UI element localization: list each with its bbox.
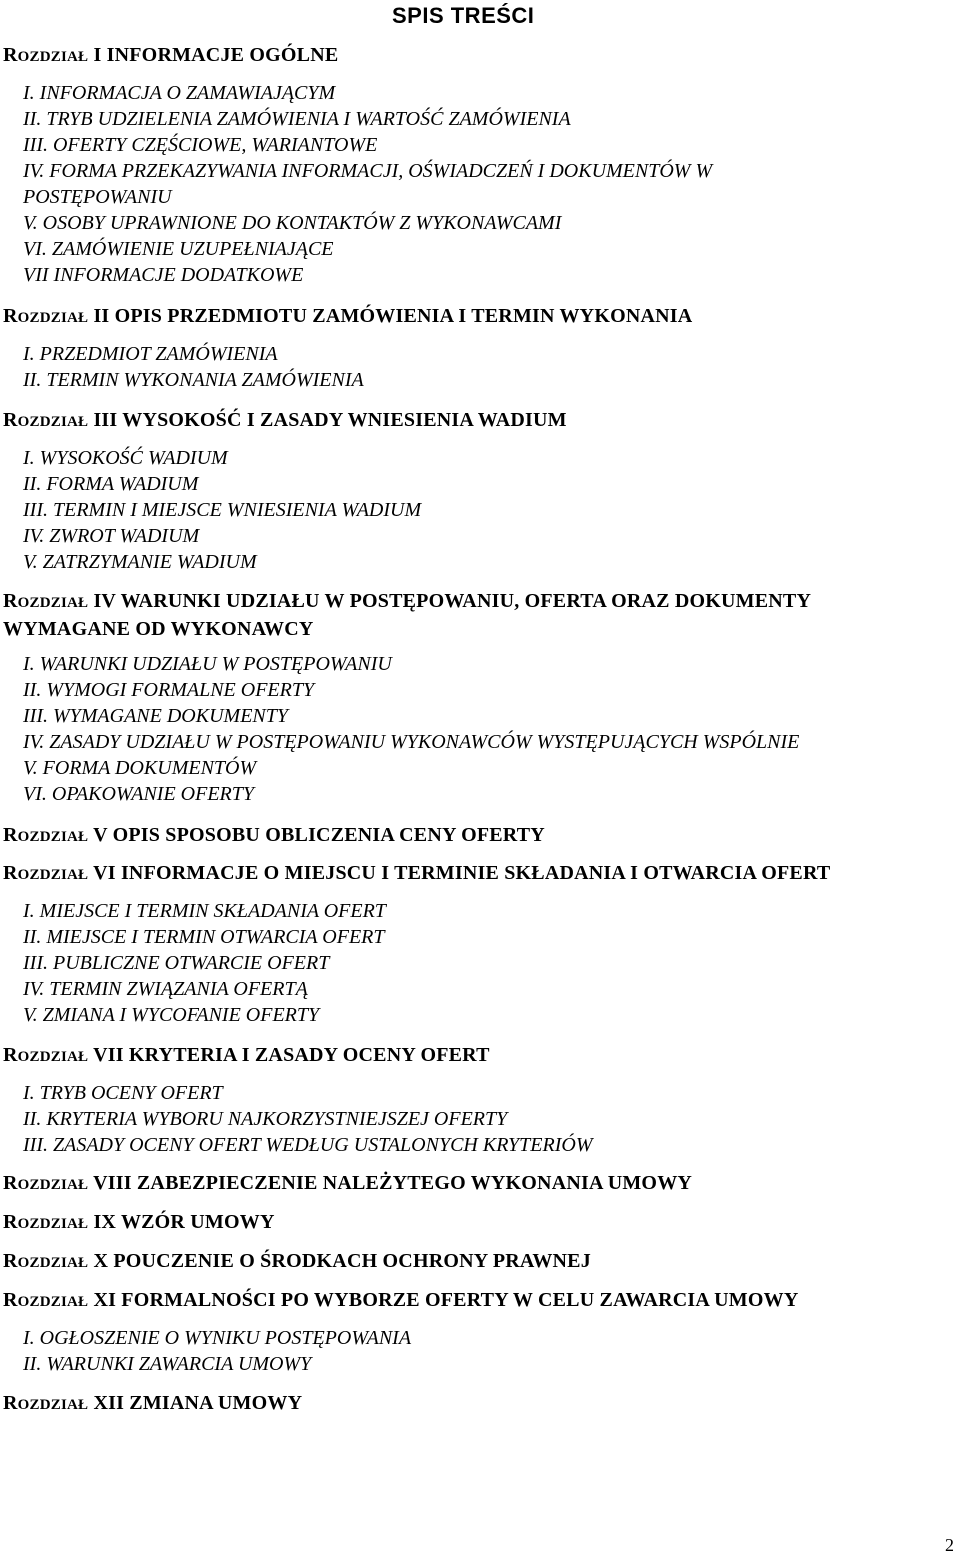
- chapter-word-initial: R: [3, 1392, 18, 1414]
- chapter-title: FORMALNOŚCI PO WYBORZE OFERTY W CELU ZAWARCIA UMOWY: [121, 1289, 799, 1311]
- chapter-number: VI: [93, 862, 116, 884]
- chapter-word-initial: R: [3, 862, 18, 884]
- chapter-word-initial: R: [3, 1044, 18, 1066]
- chapter-title: INFORMACJE O MIEJSCU I TERMINIE SKŁADANIA I OTWARCIA OFERT: [120, 862, 831, 884]
- chapter-heading: [3, 1248, 591, 1276]
- chapter-word-initial: R: [3, 409, 18, 431]
- toc-item: POSTĘPOWANIU: [23, 186, 172, 208]
- toc-item: I. TRYB OCENY OFERT: [23, 1082, 223, 1104]
- chapter-number: VIII: [93, 1172, 132, 1194]
- toc-item: III. ZASADY OCENY OFERT WEDŁUG USTALONYCH KRYTERIÓW: [23, 1134, 593, 1156]
- chapter-heading: [3, 588, 811, 642]
- chapter-word-rest: OZDZIAŁ: [17, 414, 89, 430]
- toc-item: IV. ZASADY UDZIAŁU W POSTĘPOWANIU WYKONAWCÓW WYSTĘPUJĄCYCH WSPÓLNIE: [23, 731, 800, 753]
- chapter-word-rest: OZDZIAŁ: [17, 1255, 89, 1271]
- chapter-heading: [3, 407, 567, 435]
- chapter-heading: [3, 1390, 302, 1418]
- chapter-heading: [3, 1042, 490, 1070]
- chapter-word-rest: OZDZIAŁ: [17, 595, 89, 611]
- chapter-number: IX: [93, 1211, 117, 1233]
- toc-item: VII INFORMACJE DODATKOWE: [23, 264, 304, 286]
- chapter-title: OPIS SPOSOBU OBLICZENIA CENY OFERTY: [112, 824, 545, 846]
- chapter-heading: [3, 1287, 798, 1315]
- chapter-word-initial: R: [3, 1172, 18, 1194]
- toc-item: II. KRYTERIA WYBORU NAJKORZYSTNIEJSZEJ OFERTY: [23, 1108, 508, 1130]
- chapter-number: II: [93, 305, 110, 327]
- chapter-word-rest: OZDZIAŁ: [17, 1216, 89, 1232]
- chapter-number: V: [93, 824, 108, 846]
- chapter-word-initial: R: [3, 1289, 18, 1311]
- chapter-heading: [3, 1170, 692, 1198]
- toc-item: II. WARUNKI ZAWARCIA UMOWY: [23, 1353, 312, 1375]
- chapter-word-rest: OZDZIAŁ: [17, 310, 89, 326]
- toc-item: V. OSOBY UPRAWNIONE DO KONTAKTÓW Z WYKONAWCAMI: [23, 212, 562, 234]
- chapter-heading: [3, 1209, 275, 1237]
- chapter-word-initial: R: [3, 590, 18, 612]
- chapter-heading: [3, 860, 830, 888]
- chapter-word-rest: OZDZIAŁ: [17, 829, 89, 845]
- chapter-title: KRYTERIA I ZASADY OCENY OFERT: [128, 1044, 490, 1066]
- chapter-title: OPIS PRZEDMIOTU ZAMÓWIENIA I TERMIN WYKONANIA: [114, 305, 693, 327]
- toc-item: V. ZATRZYMANIE WADIUM: [23, 551, 257, 573]
- toc-item: IV. ZWROT WADIUM: [23, 525, 200, 547]
- toc-item: VI. ZAMÓWIENIE UZUPEŁNIAJĄCE: [23, 238, 334, 260]
- chapter-word-rest: OZDZIAŁ: [17, 49, 89, 65]
- toc-item: V. ZMIANA I WYCOFANIE OFERTY: [23, 1004, 320, 1026]
- chapter-word-rest: OZDZIAŁ: [17, 1177, 89, 1193]
- chapter-number: VII: [93, 1044, 124, 1066]
- toc-item: III. OFERTY CZĘŚCIOWE, WARIANTOWE: [23, 134, 378, 156]
- chapter-title-continued: WYMAGANE OD WYKONAWCY: [3, 618, 314, 640]
- chapter-word-initial: R: [3, 1211, 18, 1233]
- chapter-number: XII: [93, 1392, 125, 1414]
- toc-item: II. TERMIN WYKONANIA ZAMÓWIENIA: [23, 369, 364, 391]
- chapter-word-rest: OZDZIAŁ: [17, 1294, 89, 1310]
- toc-item: I. WARUNKI UDZIAŁU W POSTĘPOWANIU: [23, 653, 392, 675]
- chapter-word-rest: OZDZIAŁ: [17, 1049, 89, 1065]
- toc-item: II. FORMA WADIUM: [23, 473, 199, 495]
- toc-item: VI. OPAKOWANIE OFERTY: [23, 783, 254, 805]
- toc-item: II. WYMOGI FORMALNE OFERTY: [23, 679, 315, 701]
- toc-item: III. WYMAGANE DOKUMENTY: [23, 705, 288, 727]
- toc-item: I. INFORMACJA O ZAMAWIAJĄCYM: [23, 82, 336, 104]
- chapter-word-initial: R: [3, 305, 18, 327]
- chapter-title: ZMIANA UMOWY: [129, 1392, 303, 1414]
- chapter-number: I: [93, 44, 102, 66]
- chapter-word-initial: R: [3, 44, 18, 66]
- page-title: SPIS TREŚCI: [392, 3, 535, 28]
- chapter-word-rest: OZDZIAŁ: [17, 867, 89, 883]
- toc-item: I. OGŁOSZENIE O WYNIKU POSTĘPOWANIA: [23, 1327, 412, 1349]
- toc-item: I. MIEJSCE I TERMIN SKŁADANIA OFERT: [23, 900, 386, 922]
- toc-item: II. TRYB UDZIELENIA ZAMÓWIENIA I WARTOŚĆ ZAMÓWIENIA: [23, 108, 571, 130]
- toc-item: IV. FORMA PRZEKAZYWANIA INFORMACJI, OŚWIADCZEŃ I DOKUMENTÓW W: [23, 160, 713, 182]
- chapter-heading: [3, 822, 545, 850]
- chapter-word-initial: R: [3, 1250, 18, 1272]
- toc-item: IV. TERMIN ZWIĄZANIA OFERTĄ: [23, 978, 308, 1000]
- chapter-number: XI: [93, 1289, 117, 1311]
- chapter-number: IV: [93, 590, 116, 612]
- chapter-heading: [3, 303, 692, 331]
- chapter-word-rest: OZDZIAŁ: [17, 1397, 89, 1413]
- toc-item: II. MIEJSCE I TERMIN OTWARCIA OFERT: [23, 926, 385, 948]
- toc-item: III. TERMIN I MIEJSCE WNIESIENIA WADIUM: [23, 499, 422, 521]
- chapter-word-initial: R: [3, 824, 18, 846]
- chapter-number: III: [93, 409, 118, 431]
- chapter-title: POUCZENIE O ŚRODKACH OCHRONY PRAWNEJ: [113, 1250, 591, 1272]
- chapter-title: WYSOKOŚĆ I ZASADY WNIESIENIA WADIUM: [122, 409, 567, 431]
- chapter-title: WZÓR UMOWY: [120, 1211, 275, 1233]
- chapter-heading: [3, 42, 338, 70]
- toc-item: III. PUBLICZNE OTWARCIE OFERT: [23, 952, 330, 974]
- toc-item: V. FORMA DOKUMENTÓW: [23, 757, 257, 779]
- chapter-title: ZABEZPIECZENIE NALEŻYTEGO WYKONANIA UMOWY: [136, 1172, 693, 1194]
- toc-item: I. PRZEDMIOT ZAMÓWIENIA: [23, 343, 278, 365]
- chapter-title: INFORMACJE OGÓLNE: [106, 44, 339, 66]
- toc-item: I. WYSOKOŚĆ WADIUM: [23, 447, 228, 469]
- chapter-title: WARUNKI UDZIAŁU W POSTĘPOWANIU, OFERTA ORAZ DOKUMENTY: [120, 590, 812, 612]
- chapter-number: X: [93, 1250, 109, 1272]
- page-number: 2: [945, 1535, 954, 1555]
